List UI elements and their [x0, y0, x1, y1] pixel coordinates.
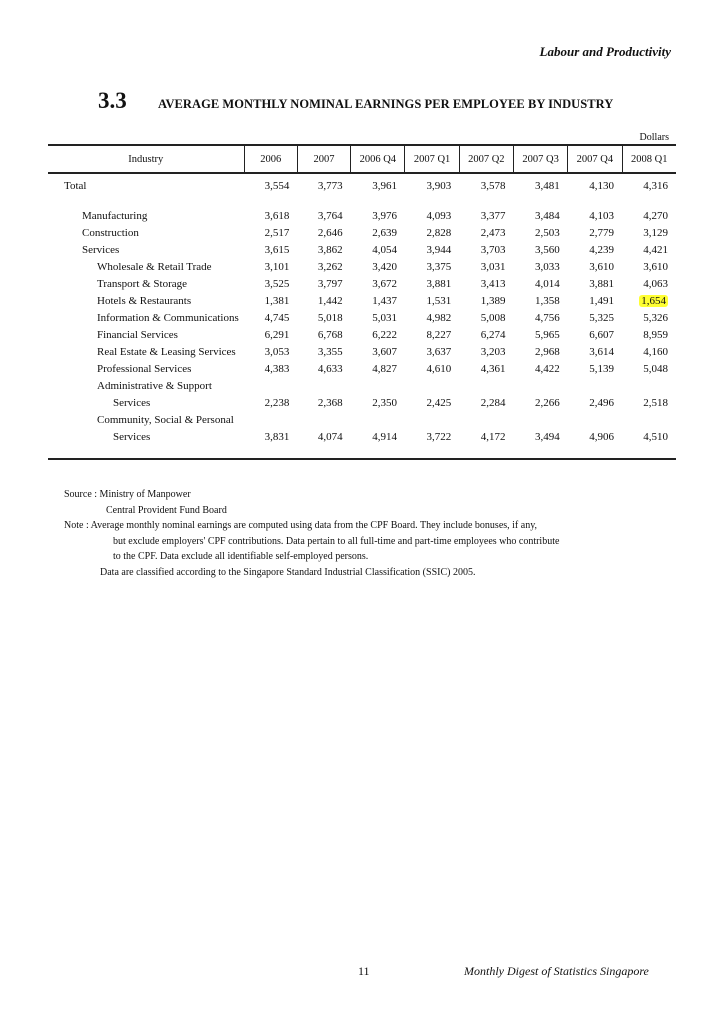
cell-value: 5,326 — [643, 312, 668, 324]
cell-value: 3,481 — [534, 180, 560, 192]
cell-value: 8,959 — [643, 329, 668, 341]
cell-value — [513, 412, 567, 429]
cell-value: 3,615 — [264, 244, 290, 256]
table-row — [48, 173, 676, 198]
classification-note: Data are classified according to the Singapore Standard Industrial Classification (SSIC) 2005. — [100, 566, 476, 578]
cell-value: 1,389 — [480, 295, 506, 307]
column-header: 2007 Q4 — [568, 145, 622, 173]
cell-value: 3,560 — [534, 244, 560, 256]
cell-value: 3,610 — [589, 261, 614, 273]
cell-value: 4,982 — [426, 312, 452, 324]
cell-value: 3,637 — [426, 346, 452, 358]
cell-value — [622, 293, 676, 310]
cell-value: 3,262 — [317, 261, 343, 273]
cell-value: 3,033 — [534, 261, 560, 273]
table-row — [48, 378, 676, 395]
cell-value: 2,779 — [589, 227, 614, 239]
cell-value: 8,227 — [426, 329, 452, 341]
table-row — [48, 361, 676, 378]
cell-value: 2,496 — [589, 397, 614, 409]
highlighted-value: 1,654 — [641, 295, 666, 307]
cell-value — [568, 412, 622, 429]
cell-value: 3,797 — [317, 278, 343, 290]
cell-value: 3,355 — [317, 346, 343, 358]
cell-value — [297, 378, 350, 395]
cell-value: 4,316 — [643, 180, 668, 192]
cell-value — [405, 412, 459, 429]
cell-value: 1,442 — [317, 295, 343, 307]
cell-value: 3,618 — [264, 210, 290, 222]
cell-value: 6,607 — [589, 329, 614, 341]
row-label: Hotels & Restaurants — [97, 295, 192, 307]
cell-value: 3,129 — [643, 227, 668, 239]
row-label: Real Estate & Leasing Services — [97, 346, 236, 358]
spacer-row — [48, 446, 676, 459]
cell-value: 5,048 — [643, 363, 668, 375]
row-label: Manufacturing — [82, 210, 148, 222]
cell-value: 4,074 — [317, 431, 343, 443]
cell-value — [297, 412, 350, 429]
cell-value: 1,437 — [372, 295, 397, 307]
column-header-industry: Industry — [48, 145, 244, 173]
row-label: Community, Social & Personal — [97, 414, 234, 426]
cell-value: 3,578 — [480, 180, 506, 192]
cell-value: 1,491 — [589, 295, 614, 307]
table-body — [48, 173, 676, 459]
cell-value: 2,828 — [426, 227, 452, 239]
table-row — [48, 327, 676, 344]
cell-value: 3,607 — [372, 346, 397, 358]
cell-value: 3,484 — [534, 210, 560, 222]
cell-value: 3,703 — [480, 244, 506, 256]
cell-value: 4,383 — [264, 363, 290, 375]
cell-value: 2,238 — [264, 397, 290, 409]
cell-value: 2,350 — [372, 397, 397, 409]
cell-value: 2,503 — [534, 227, 560, 239]
row-label: Services — [82, 244, 120, 256]
cell-value: 4,054 — [372, 244, 397, 256]
cell-value — [568, 378, 622, 395]
notes-section — [64, 487, 559, 580]
cell-value: 3,862 — [317, 244, 343, 256]
page-number: 11 — [358, 964, 370, 978]
table-number: 3.3 — [98, 88, 127, 113]
cell-value: 5,325 — [589, 312, 614, 324]
cell-value: 3,413 — [480, 278, 506, 290]
spacer-cell — [48, 198, 676, 208]
row-label: Services — [113, 397, 151, 409]
cell-value: 6,768 — [317, 329, 343, 341]
publication-name: Monthly Digest of Statistics Singapore — [464, 964, 649, 978]
cell-value: 3,101 — [264, 261, 290, 273]
column-header: 2007 — [297, 145, 350, 173]
cell-value: 4,239 — [589, 244, 614, 256]
spacer-cell — [48, 446, 676, 459]
cell-value — [459, 378, 513, 395]
cell-value — [405, 378, 459, 395]
source-text: Ministry of Manpower — [99, 489, 191, 500]
cell-value: 1,358 — [534, 295, 560, 307]
cell-value: 2,284 — [480, 397, 506, 409]
cell-value: 3,722 — [426, 431, 452, 443]
table-title-text: AVERAGE MONTHLY NOMINAL EARNINGS PER EMPLOYEE BY INDUSTRY — [158, 97, 614, 111]
row-label: Administrative & Support — [97, 380, 212, 392]
cell-value: 4,160 — [643, 346, 668, 358]
column-header: 2007 Q2 — [459, 145, 513, 173]
row-label: Services — [113, 431, 151, 443]
cell-value: 3,610 — [643, 261, 668, 273]
cell-value: 3,614 — [589, 346, 614, 358]
cell-value: 4,421 — [643, 244, 668, 256]
cell-value — [244, 412, 297, 429]
cell-value: 4,422 — [534, 363, 560, 375]
cell-value: 5,031 — [372, 312, 397, 324]
cell-value: 5,018 — [317, 312, 343, 324]
cell-value — [622, 412, 676, 429]
cell-value: 3,944 — [426, 244, 452, 256]
cell-value: 3,881 — [426, 278, 452, 290]
cell-value: 2,518 — [643, 397, 668, 409]
cell-value: 2,646 — [317, 227, 343, 239]
cell-value: 5,139 — [589, 363, 614, 375]
cell-value — [351, 412, 405, 429]
column-header: 2008 Q1 — [622, 145, 676, 173]
cell-value: 3,773 — [317, 180, 343, 192]
cell-value: 2,368 — [317, 397, 343, 409]
cell-value: 3,672 — [372, 278, 397, 290]
cell-value: 4,633 — [317, 363, 343, 375]
cell-value: 3,525 — [264, 278, 290, 290]
cell-value: 1,531 — [426, 295, 452, 307]
cell-value: 4,906 — [589, 431, 614, 443]
table-row — [48, 259, 676, 276]
row-label: Information & Communications — [97, 312, 239, 324]
cell-value: 1,381 — [264, 295, 290, 307]
cell-value: 4,270 — [643, 210, 668, 222]
cell-value: 3,420 — [372, 261, 397, 273]
cell-value: 3,961 — [372, 180, 397, 192]
spacer-row — [48, 198, 676, 208]
cell-value: 3,494 — [534, 431, 560, 443]
row-label: Financial Services — [97, 329, 178, 341]
note-line — [64, 518, 559, 534]
cell-value: 4,756 — [534, 312, 560, 324]
cell-value: 3,375 — [426, 261, 452, 273]
cell-value: 3,203 — [480, 346, 506, 358]
cell-value: 4,827 — [372, 363, 397, 375]
cell-value — [244, 378, 297, 395]
cell-value: 2,425 — [426, 397, 452, 409]
cell-value — [622, 378, 676, 395]
cell-value: 4,745 — [264, 312, 290, 324]
cell-value: 3,764 — [317, 210, 343, 222]
cell-value: 3,903 — [426, 180, 452, 192]
cell-value: 2,517 — [264, 227, 290, 239]
cell-value: 4,914 — [372, 431, 397, 443]
note-line: to the CPF. Data exclude all identifiable self-employed persons. — [113, 551, 369, 562]
cell-value: 2,968 — [534, 346, 560, 358]
cell-value: 3,976 — [372, 210, 397, 222]
cell-value: 5,965 — [534, 329, 560, 341]
source-label: Source : — [64, 489, 98, 500]
note-line: but exclude employers' CPF contributions. Data pertain to all full-time and part-time employees who contribute — [113, 535, 560, 547]
row-label: Construction — [82, 227, 139, 239]
cell-value: 4,130 — [589, 180, 614, 192]
earnings-table — [48, 144, 676, 460]
cell-value — [459, 412, 513, 429]
cell-value: 3,031 — [480, 261, 506, 273]
header-row — [48, 145, 676, 173]
cell-value: 5,008 — [480, 312, 506, 324]
cell-value: 4,014 — [534, 278, 560, 290]
table-row — [48, 276, 676, 293]
cell-value: 6,274 — [480, 329, 506, 341]
cell-value: 4,610 — [426, 363, 452, 375]
cell-value: 3,554 — [264, 180, 290, 192]
column-header: 2006 — [244, 145, 297, 173]
cell-value: 3,053 — [264, 346, 290, 358]
table-row — [48, 225, 676, 242]
running-head: Labour and Productivity — [539, 44, 671, 59]
cell-value: 2,473 — [480, 227, 506, 239]
row-label: Professional Services — [97, 363, 192, 375]
table-row — [48, 429, 676, 446]
cell-value — [351, 378, 405, 395]
row-label: Wholesale & Retail Trade — [97, 261, 212, 273]
cell-value: 4,172 — [480, 431, 506, 443]
table-row — [48, 208, 676, 225]
source-line: Central Provident Fund Board — [106, 504, 227, 516]
table-row — [48, 242, 676, 259]
unit-label: Dollars — [639, 132, 669, 143]
cell-value: 6,222 — [372, 329, 397, 341]
cell-value: 3,881 — [589, 278, 614, 290]
cell-value: 4,093 — [426, 210, 452, 222]
column-header: 2007 Q3 — [513, 145, 567, 173]
note-label: Note : — [64, 520, 89, 531]
note-text: Average monthly nominal earnings are computed using data from the CPF Board. They include bonuses, if any, — [90, 520, 538, 531]
table-title — [98, 88, 613, 114]
source-line — [64, 487, 559, 503]
cell-value: 3,377 — [480, 210, 506, 222]
cell-value: 4,361 — [480, 363, 506, 375]
row-label: Total — [64, 180, 87, 192]
table-row — [48, 344, 676, 361]
cell-value: 3,831 — [264, 431, 290, 443]
cell-value: 4,063 — [643, 278, 668, 290]
table-row — [48, 310, 676, 327]
row-label: Transport & Storage — [97, 278, 188, 290]
table-row — [48, 293, 676, 310]
cell-value: 4,103 — [589, 210, 614, 222]
table-row — [48, 412, 676, 429]
cell-value — [513, 378, 567, 395]
table-row — [48, 395, 676, 412]
column-header: 2007 Q1 — [405, 145, 459, 173]
cell-value: 4,510 — [643, 431, 668, 443]
cell-value: 2,266 — [534, 397, 560, 409]
cell-value: 2,639 — [372, 227, 397, 239]
cell-value: 6,291 — [264, 329, 290, 341]
column-header: 2006 Q4 — [351, 145, 405, 173]
